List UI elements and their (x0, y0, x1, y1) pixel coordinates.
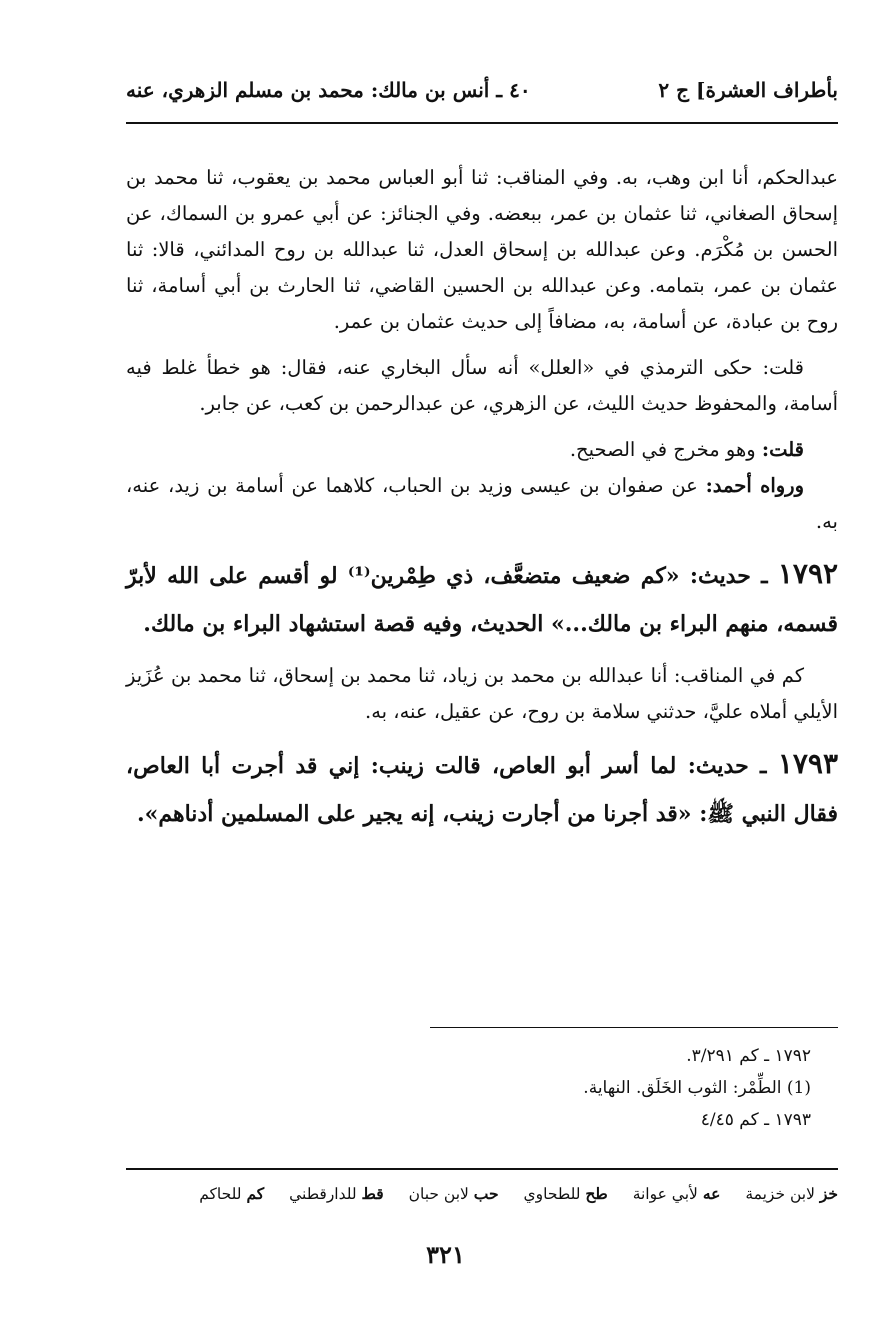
abbr-item (524, 1184, 608, 1203)
footnote-rule (430, 1027, 838, 1028)
abbr-item (289, 1184, 384, 1203)
hadith-1793-text: ـ حديث: لما أسر أبو العاص، قالت زينب: إني قد أجرت أبا العاص، فقال النبي ﷺ: «قد أجرنا من أجارت زينب، إنه يجير على المسلمين أدناهم». (126, 753, 838, 827)
abbr-code: طح (585, 1184, 608, 1203)
footnotes (251, 1040, 811, 1136)
paragraph-4 (126, 468, 838, 540)
paragraph-2: قلت: حكى الترمذي في «العلل» أنه سأل البخاري عنه، فقال: هو خطأ غلط فيه أسامة، والمحفوظ حديث الليث، عن الزهري، عن عبدالرحمن بن كعب، عن جابر. (126, 356, 838, 415)
hadith-1792-text: ـ حديث: «كم ضعيف متضعَّف، ذي طِمْرين⁽¹⁾ لو أقسم على الله لأبرّ قسمه، منهم البراء بن مالك...» الحديث، وفيه قصة استشهاد البراء بن مالك. (126, 563, 838, 637)
abbr-code: قط (361, 1184, 384, 1203)
footnote-tumr: (1) الطِّمْر: الثوب الخَلَق. النهاية. (583, 1078, 811, 1098)
header-rule (126, 122, 838, 124)
footer-rule (126, 1168, 838, 1170)
paragraph-3-text: وهو مخرج في الصحيح. (569, 438, 762, 461)
hadith-1792-number: ١٧٩٢ (777, 557, 839, 590)
abbr-code: خز (819, 1184, 838, 1203)
hadith-1792 (126, 550, 838, 648)
abbr-name: لأبي عوانة (632, 1185, 698, 1203)
abbr-name: للحاكم (199, 1185, 242, 1203)
abbr-item (409, 1184, 499, 1203)
hadith-1793 (126, 740, 838, 838)
abbr-item (199, 1184, 264, 1203)
paragraph-3 (126, 432, 838, 468)
abbr-code: عه (702, 1184, 721, 1203)
abbr-code: كم (246, 1184, 265, 1203)
header-chapter-title: ٤٠ ـ أنس بن مالك: محمد بن مسلم الزهري، عنه (126, 78, 531, 102)
abbr-code: حب (473, 1184, 499, 1203)
hadith-1793-number: ١٧٩٣ (777, 747, 838, 780)
paragraph-3-label: قلت: (761, 438, 804, 461)
abbr-name: لابن حبان (408, 1185, 469, 1203)
abbr-name: للطحاوي (523, 1185, 581, 1203)
paragraph-4-label: ورواه أحمد: (705, 474, 804, 497)
running-header (126, 78, 838, 112)
abbr-item (745, 1184, 838, 1203)
main-text (126, 160, 838, 838)
footnote-1793: ١٧٩٣ ـ كم ٤/٤٥ (700, 1110, 811, 1130)
header-book-title: بأطراف العشرة] ج ٢ (658, 78, 838, 102)
abbr-item (633, 1184, 721, 1203)
abbr-name: لابن خزيمة (745, 1185, 815, 1203)
abbr-name: للدارقطني (289, 1185, 357, 1203)
footnote-1792: ١٧٩٢ ـ كم ٣/٢٩١. (686, 1046, 811, 1066)
page-number: ٣٢١ (426, 1240, 465, 1269)
hadith-1792-source: كم في المناقب: أنا عبدالله بن محمد بن زياد، ثنا محمد بن إسحاق، ثنا محمد بن عُزَيز الأيلي أملاه عليَّ، حدثني سلامة بن روح، عن عقيل، عنه، به. (126, 664, 838, 723)
paragraph-1: عبدالحكم، أنا ابن وهب، به. وفي المناقب: ثنا أبو العباس محمد بن يعقوب، ثنا محمد بن إسحاق الصغاني، ثنا عثمان بن عمر، ببعضه. وفي الجنائز: عن أبي عمرو بن السماك، عن الحسن بن مُكْرَم. وعن عبدالله بن إسحاق العدل، ثنا عبدالله بن روح المدائني، قالا: ثنا عثمان بن عمر، بتمامه. وعن عبدالله بن الحسين القاضي، ثنا الحارث بن أبي أسامة، ثنا روح بن عبادة، عن أسامة، به، مضافاً إلى حديث عثمان بن عمر. (126, 166, 838, 333)
paragraph-4-text: عن صفوان بن عيسى وزيد بن الحباب، كلاهما عن أسامة بن زيد، عنه، به. (126, 474, 838, 533)
abbreviation-key (126, 1184, 838, 1203)
